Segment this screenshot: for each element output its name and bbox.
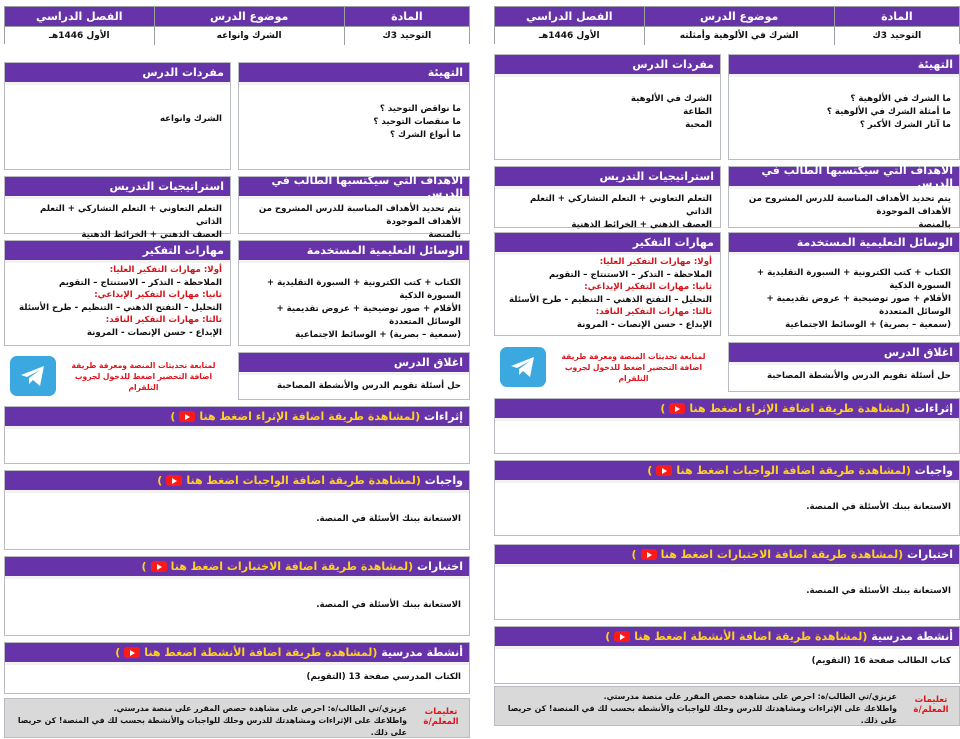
thinking-heading: أولا: مهارات التفكير العليا: <box>109 265 222 275</box>
intro-line: ما الشرك في الألوهية ؟ <box>850 94 951 104</box>
homework-help-link-close: ) <box>157 474 163 487</box>
header-semester-label: الفصل الدراسي <box>35 10 123 23</box>
enrichment-box <box>494 398 960 454</box>
vocab-title: مفردات الدرس <box>495 55 720 77</box>
vocab-box <box>494 54 721 160</box>
activities-title: أنشطة مدرسية <box>381 646 463 659</box>
enrichment-help-link-close: ) <box>660 402 666 415</box>
lesson-header-table <box>494 6 960 44</box>
aids-line: (سمعية – بصرية) + الوسائط الاجتماعية <box>295 330 461 340</box>
teacher-notes-line: عزيزي/تي الطالب/ة: احرص على مشاهدة حصص المقرر على منصة مدرستي. <box>603 692 897 701</box>
strategies-box <box>4 176 231 240</box>
tests-text: الاستعانة ببنك الأسئلة في المنصة. <box>806 586 951 596</box>
activities-help-link[interactable]: (لمشاهدة طريقة اضافة الأنشطة اضغط هنا <box>144 646 378 659</box>
header-subject-label: المادة <box>344 7 469 26</box>
telegram-promo[interactable] <box>494 342 721 392</box>
tests-box <box>4 556 470 636</box>
tests-help-link[interactable]: (لمشاهدة طريقة اضافة الاختبارات اضغط هنا <box>170 560 414 573</box>
youtube-icon[interactable] <box>166 475 182 486</box>
teacher-notes-label: تعليمات المعلم/ة <box>913 695 949 715</box>
youtube-icon[interactable] <box>124 647 140 658</box>
goals-box <box>238 173 470 240</box>
closing-text: حل أسئلة تقويم الدرس والأنشطة المصاحبة <box>767 371 951 381</box>
intro-box <box>728 54 960 160</box>
aids-line: (سمعية – بصرية) + الوسائط الاجتماعية <box>785 320 951 330</box>
header-semester-value: الأول 1446هـ <box>48 31 110 41</box>
goals-title: الأهداف التي سيكتسبها الطالب في الدرس <box>239 177 469 199</box>
closing-box <box>238 352 470 400</box>
strategies-title: استراتيجيات التدريس <box>5 177 230 199</box>
teacher-notes-label: تعليمات المعلم/ة <box>423 707 459 727</box>
activities-help-link[interactable]: (لمشاهدة طريقة اضافة الأنشطة اضغط هنا <box>634 630 868 643</box>
intro-title: التهيئة <box>239 63 469 85</box>
vocab-title: مفردات الدرس <box>5 63 230 85</box>
aids-line: الأقلام + صور توضيحية + عروض تقديمية + الوسائل المتعددة <box>276 304 461 327</box>
teacher-notes <box>494 686 960 726</box>
header-topic-label: موضوع الدرس <box>644 7 834 26</box>
intro-line: ما أنواع الشرك ؟ <box>389 130 461 140</box>
youtube-icon[interactable] <box>669 403 685 414</box>
goals-line: يتم تحديد الأهداف المناسبة للدرس المشروح من الأهداف الموجودة <box>258 204 461 227</box>
thinking-heading: ثالثا: مهارات التفكير الناقد: <box>105 315 222 325</box>
activities-help-link-close: ) <box>115 646 121 659</box>
thinking-line: الإبداع - حسن الإنصات - المرونة <box>576 319 712 330</box>
thinking-line: التحليل – التفتح الذهني – التنظيم - طرح الأسئلة <box>509 294 712 305</box>
youtube-icon[interactable] <box>614 631 630 642</box>
enrichment-title: إثراءات <box>914 402 953 415</box>
homework-help-link[interactable]: (لمشاهدة طريقة اضافة الواجبات اضغط هنا <box>676 464 911 477</box>
intro-line: ما نواقض التوحيد ؟ <box>379 104 461 114</box>
aids-box <box>728 232 960 336</box>
thinking-heading: ثانيا: مهارات التفكير الإبداعي: <box>584 282 712 292</box>
activities-help-link-close: ) <box>605 630 611 643</box>
header-topic-value: الشرك وانواعه <box>154 27 344 45</box>
enrichment-help-link[interactable]: (لمشاهدة طريقة اضافة الإثراء اضغط هنا <box>199 410 421 423</box>
goals-line: يتم تحديد الأهداف المناسبة للدرس المشروح من الأهداف الموجودة <box>748 194 951 217</box>
enrichment-help-link[interactable]: (لمشاهدة طريقة اضافة الإثراء اضغط هنا <box>689 402 911 415</box>
aids-line: الأقلام + صور توضيحية + عروض تقديمية + الوسائل المتعددة <box>766 294 951 317</box>
goals-title: الأهداف التي سيكتسبها الطالب في الدرس <box>729 167 959 189</box>
teacher-notes-line: واطلاعك على الإثراءات ومشاهدتك للدرس وحلك للواجبات والأنشطة بحسب لك في المنصة! كن حريصا على ذلك. <box>17 716 407 737</box>
homework-title: واجبات <box>914 464 953 477</box>
tests-help-link-close: ) <box>141 560 147 573</box>
strategies-line: التعلم التعاوني + التعلم التشاركي + التعلم الذاتي <box>529 194 712 217</box>
vocab-line: الشرك في الألوهية <box>630 94 712 104</box>
lesson-header-table <box>4 6 470 44</box>
aids-line: الكتاب + كتب الكترونية + السبورة التقليدية + السبورة الذكية <box>266 278 461 301</box>
thinking-skills-box <box>4 240 231 346</box>
strategies-box <box>494 166 721 228</box>
telegram-promo-text[interactable]: لمتابعة تحديثات المنصة ومعرفة طريقة اضافة التحضير اضغط للدخول لجروب التلقرام <box>561 351 706 383</box>
tests-box <box>494 544 960 620</box>
telegram-icon[interactable] <box>500 347 546 387</box>
vocab-box <box>4 62 231 170</box>
homework-box <box>4 470 470 550</box>
tests-help-link[interactable]: (لمشاهدة طريقة اضافة الاختبارات اضغط هنا <box>660 548 904 561</box>
lesson-plan-page-left <box>4 0 470 737</box>
telegram-promo-text[interactable]: لمتابعة تحديثات المنصة ومعرفة طريقة اضافة التحضير اضغط للدخول لجروب التلقرام <box>71 360 216 392</box>
enrichment-title: إثراءات <box>424 410 463 423</box>
youtube-icon[interactable] <box>151 561 167 572</box>
activities-text: كتاب الطالب صفحة 16 (التقويم) <box>811 656 951 666</box>
thinking-line: التحليل – التفتح الذهني – التنظيم - طرح الأسئلة <box>19 302 222 313</box>
header-subject-label: المادة <box>834 7 959 26</box>
tests-help-link-close: ) <box>631 548 637 561</box>
telegram-icon[interactable] <box>10 356 56 396</box>
teacher-notes <box>4 698 470 738</box>
strategies-line: العصف الذهني + الخرائط الذهنية <box>81 230 222 240</box>
aids-line: الكتاب + كتب الكترونية + السبورة التقليدية + السبورة الذكية <box>756 268 951 291</box>
strategies-line: العصف الذهني + الخرائط الذهنية <box>571 220 712 230</box>
activities-box <box>4 642 470 694</box>
goals-line: بالمنصة <box>918 220 951 230</box>
intro-title: التهيئة <box>729 55 959 77</box>
thinking-line: الملاحظة – التذكر – الاستنتاج – التقويم <box>548 269 712 280</box>
intro-box <box>238 62 470 170</box>
thinking-skills-box <box>494 232 721 336</box>
aids-title: الوسائل التعليمية المستخدمة <box>239 241 469 263</box>
closing-title: اغلاق الدرس <box>729 343 959 365</box>
strategies-title: استراتيجيات التدريس <box>495 167 720 189</box>
intro-line: ما أمثلة الشرك في الألوهية ؟ <box>826 107 951 117</box>
thinking-line: الإبداع - حسن الإنصات - المرونة <box>86 327 222 338</box>
header-topic-label: موضوع الدرس <box>154 7 344 26</box>
vocab-line: المحبة <box>685 120 712 130</box>
aids-title: الوسائل التعليمية المستخدمة <box>729 233 959 255</box>
header-subject-value: التوحيد 3ك <box>834 27 959 45</box>
intro-line: ما آثار الشرك الأكبر ؟ <box>859 120 951 130</box>
goals-box <box>728 163 960 230</box>
thinking-title: مهارات التفكير <box>5 241 230 263</box>
thinking-title: مهارات التفكير <box>495 233 720 255</box>
enrichment-box <box>4 406 470 464</box>
homework-box <box>494 460 960 536</box>
homework-title: واجبات <box>424 474 463 487</box>
header-subject-value: التوحيد 3ك <box>344 27 469 45</box>
closing-title: اغلاق الدرس <box>239 353 469 375</box>
goals-line: بالمنصة <box>428 230 461 240</box>
activities-box <box>494 626 960 684</box>
teacher-notes-line: عزيزي/تي الطالب/ة: احرص على مشاهدة حصص المقرر على منصة مدرستي. <box>113 704 407 713</box>
intro-line: ما منقصات التوحيد ؟ <box>373 117 461 127</box>
header-semester-value: الأول 1446هـ <box>538 31 600 41</box>
youtube-icon[interactable] <box>179 411 195 422</box>
homework-text: الاستعانة ببنك الأسئلة في المنصة. <box>806 502 951 512</box>
thinking-heading: أولا: مهارات التفكير العليا: <box>599 257 712 267</box>
header-topic-value: الشرك في الألوهية وأمثلته <box>644 27 834 45</box>
homework-help-link-close: ) <box>647 464 653 477</box>
closing-text: حل أسئلة تقويم الدرس والأنشطة المصاحبة <box>277 381 461 391</box>
strategies-line: التعلم التعاوني + التعلم التشاركي + التعلم الذاتي <box>39 204 222 227</box>
homework-help-link[interactable]: (لمشاهدة طريقة اضافة الواجبات اضغط هنا <box>186 474 421 487</box>
vocab-line: الشرك وانواعه <box>159 114 222 124</box>
vocab-line: الطاعة <box>683 107 712 117</box>
tests-text: الاستعانة ببنك الأسئلة في المنصة. <box>316 600 461 610</box>
enrichment-help-link-close: ) <box>170 410 176 423</box>
youtube-icon[interactable] <box>656 465 672 476</box>
telegram-promo[interactable] <box>4 352 231 400</box>
activities-title: أنشطة مدرسية <box>871 630 953 643</box>
homework-text: الاستعانة ببنك الأسئلة في المنصة. <box>316 514 461 524</box>
thinking-heading: ثالثا: مهارات التفكير الناقد: <box>595 307 712 317</box>
thinking-line: الملاحظة – التذكر – الاستنتاج – التقويم <box>58 277 222 288</box>
aids-box <box>238 240 470 346</box>
thinking-heading: ثانيا: مهارات التفكير الإبداعي: <box>94 290 222 300</box>
youtube-icon[interactable] <box>641 549 657 560</box>
closing-box <box>728 342 960 392</box>
header-semester-label: الفصل الدراسي <box>525 10 613 23</box>
activities-text: الكتاب المدرسي صفحة 13 (التقويم) <box>306 672 461 682</box>
teacher-notes-line: واطلاعك على الإثراءات ومشاهدتك للدرس وحلك للواجبات والأنشطة بحسب لك في المنصة! كن حريصا على ذلك. <box>507 704 897 725</box>
tests-title: اختبارات <box>907 548 953 561</box>
lesson-plan-page-right <box>494 0 960 725</box>
tests-title: اختبارات <box>417 560 463 573</box>
